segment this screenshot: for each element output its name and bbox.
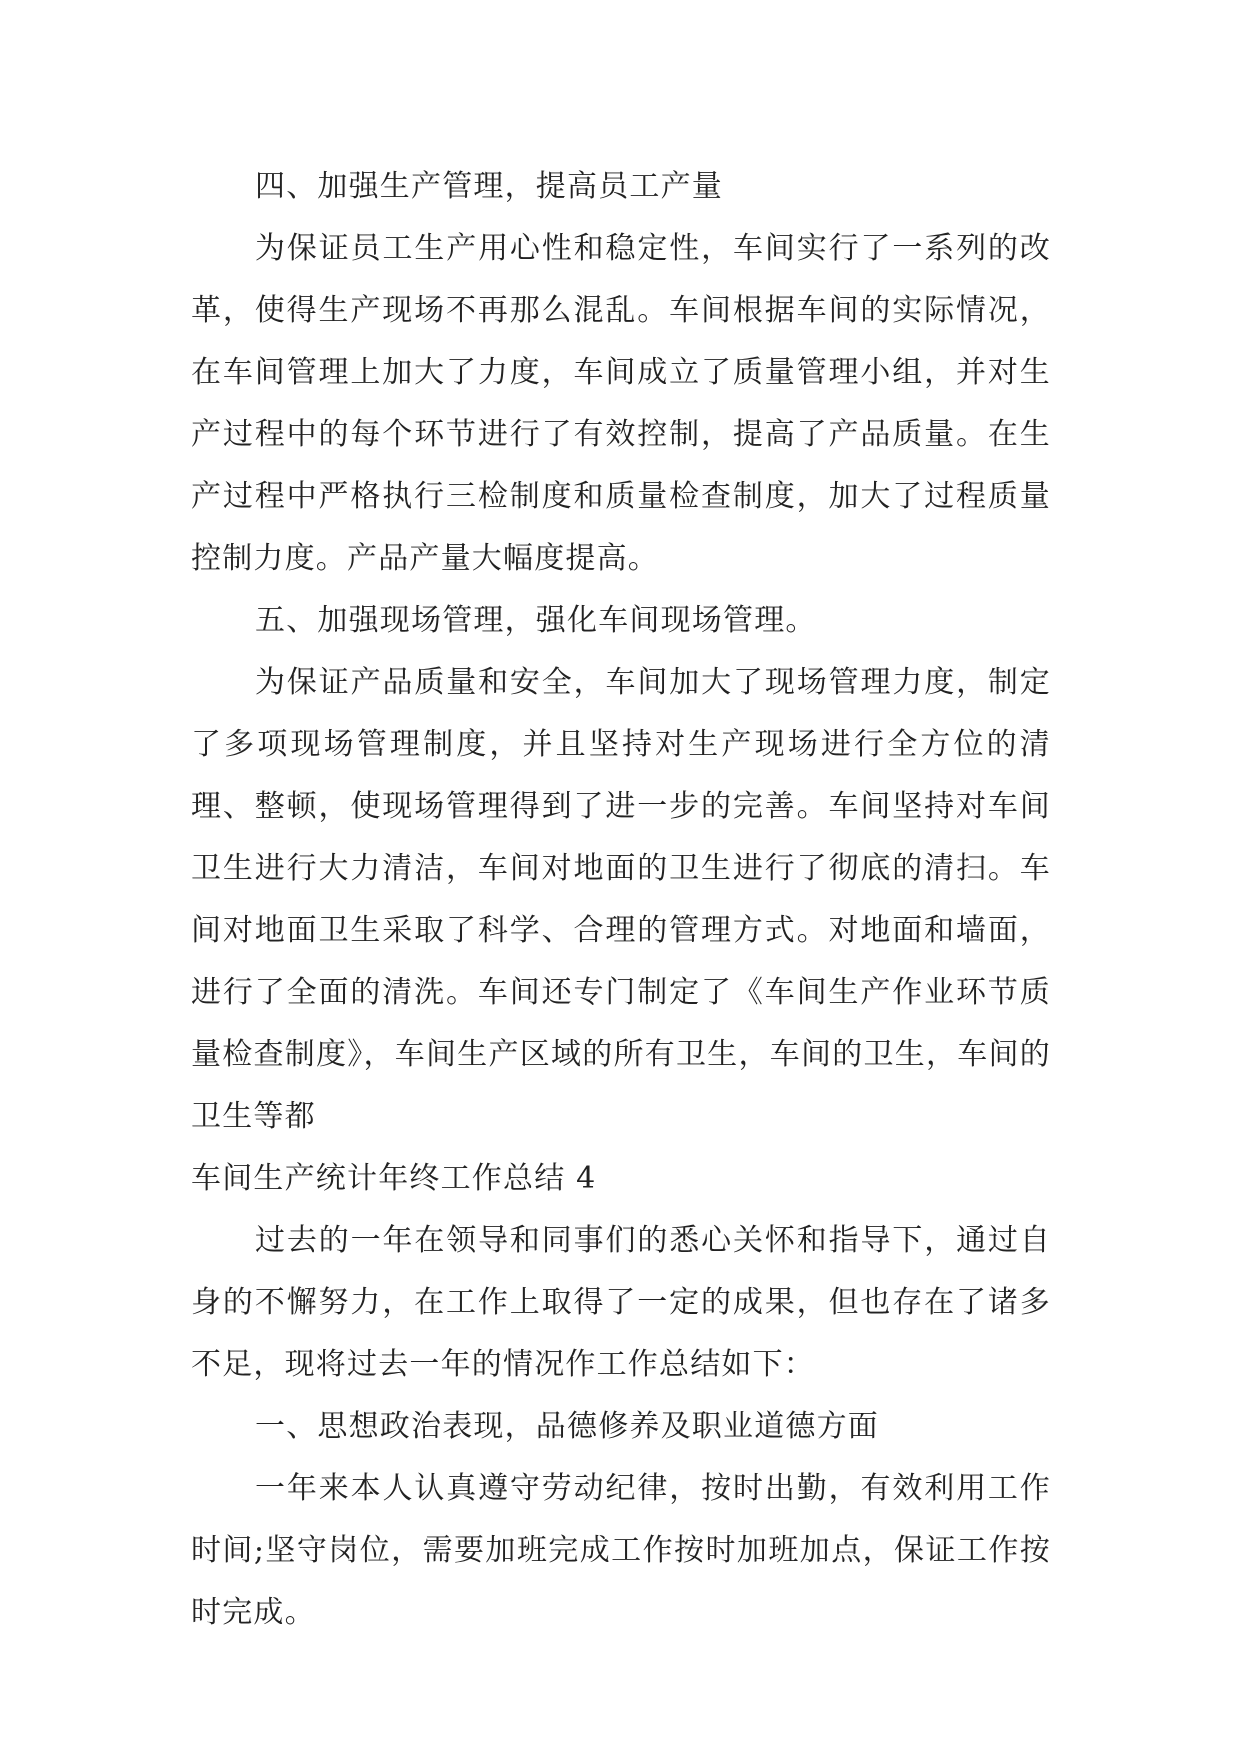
section-heading-4: 四、加强生产管理，提高员工产量 xyxy=(255,169,723,204)
body-paragraph: 一年来本人认真遵守劳动纪律，按时出勤，有效利用工作时间;坚守岗位，需要加班完成工作按时加班加点，保证工作按时完成。 xyxy=(191,1471,1051,1630)
body-paragraph: 为保证员工生产用心性和稳定性，车间实行了一系列的改革，使得生产现场不再那么混乱。车间根据车间的实际情况，在车间管理上加大了力度，车间成立了质量管理小组，并对生产过程中的每个环节进行了有效控制，提高了产品质量。在生产过程中严格执行三检制度和质量检查制度，加大了过程质量控制力度。产品产量大幅度提高。 xyxy=(191,231,1051,576)
section-heading-1: 一、思想政治表现，品德修养及职业道德方面 xyxy=(255,1409,879,1444)
body-paragraph: 过去的一年在领导和同事们的悉心关怀和指导下，通过自身的不懈努力，在工作上取得了一定的成果，但也存在了诸多不足，现将过去一年的情况作工作总结如下： xyxy=(191,1223,1051,1382)
document-title: 车间生产统计年终工作总结 4 xyxy=(191,1161,597,1196)
document-body xyxy=(191,156,1051,1644)
section-heading-5: 五、加强现场管理，强化车间现场管理。 xyxy=(255,603,817,638)
body-paragraph: 为保证产品质量和安全，车间加大了现场管理力度，制定了多项现场管理制度，并且坚持对生产现场进行全方位的清理、整顿，使现场管理得到了进一步的完善。车间坚持对车间卫生进行大力清洁，车间对地面的卫生进行了彻底的清扫。车间对地面卫生采取了科学、合理的管理方式。对地面和墙面，进行了全面的清洗。车间还专门制定了《车间生产作业环节质量检查制度》，车间生产区域的所有卫生，车间的卫生，车间的卫生等都 xyxy=(191,665,1051,1134)
